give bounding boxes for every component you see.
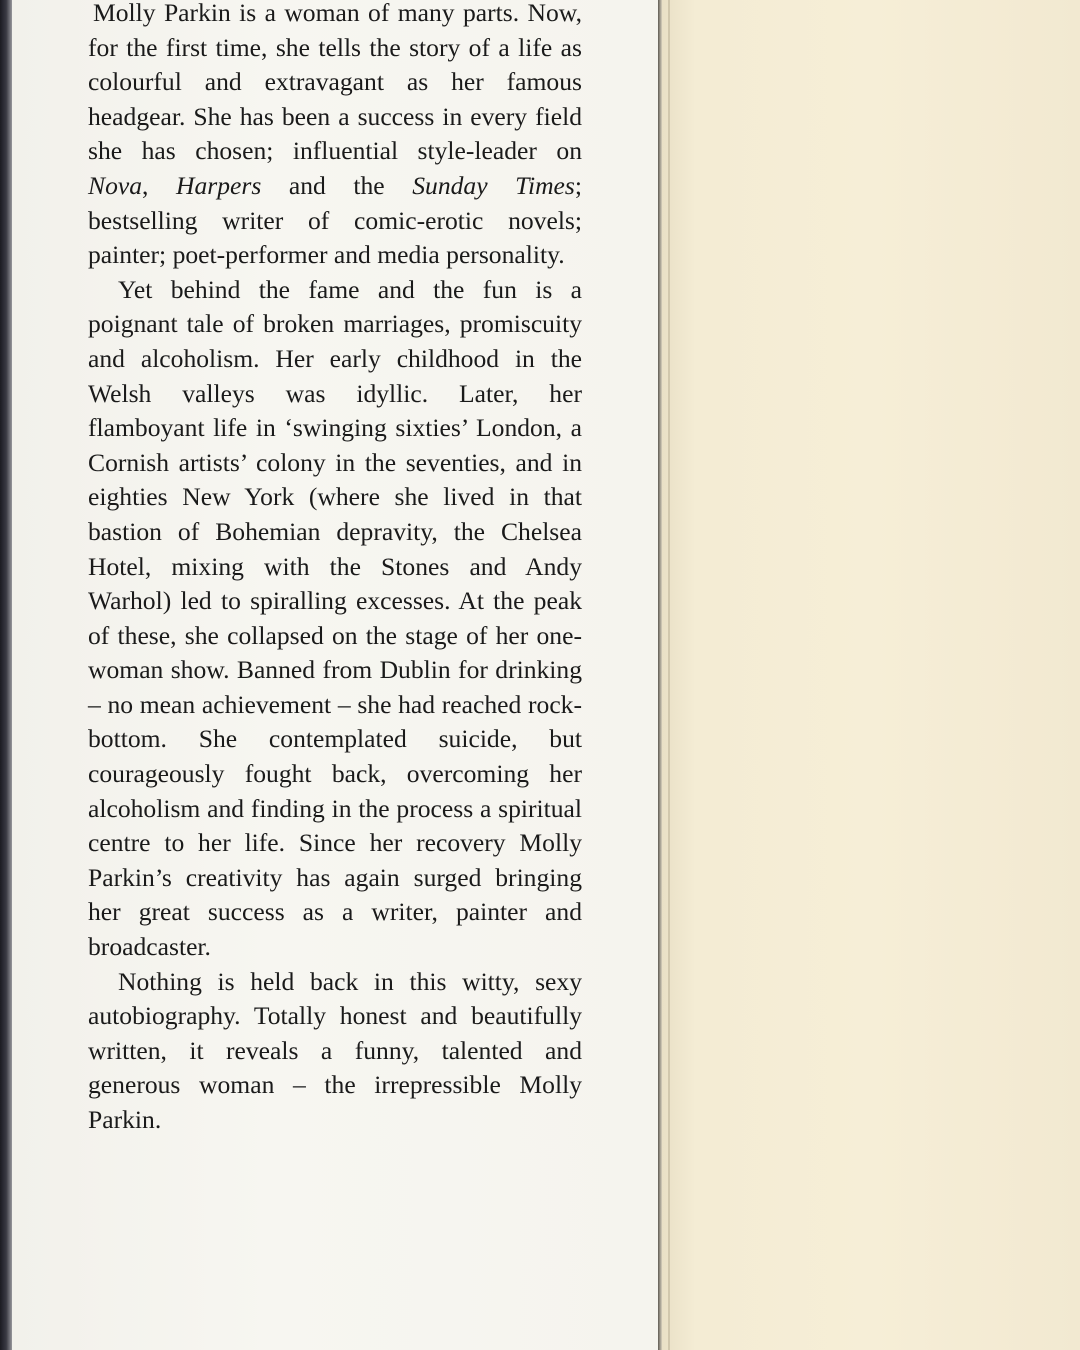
flap-blurb [88,0,582,1138]
endpaper-crease [668,0,670,1350]
magazine-title-nova: Nova [88,170,143,200]
blurb-text: and the [261,170,413,200]
magazine-title-harpers: Harpers [176,170,262,200]
blurb-paragraph-3: Nothing is held back in this witty, sexy autobiography. Totally honest and beautifully written, it reveals a funny, talented and generous woman – the irrepressible Molly Parkin. [88,966,582,1134]
book-endpaper [662,0,1080,1350]
blurb-paragraph-1 [88,0,582,273]
blurb-paragraph-2: Yet behind the fame and the fun is a poignant tale of broken marriages, promiscuity and alcoholism. Her early childhood in the Welsh valleys was idyllic. Later, her flamboyant life in ‘swinging sixties’ London, a Cornish artists’ colony in the seventies, and in eighties New York (where she lived in that bastion of Bohemian depravity, the Chelsea Hotel, mixing with the Stones and Andy Warhol) led to spiralling excesses. At the peak of these, she collapsed on the stage of her one-woman show. Banned from Dublin for drinking – no mean achievement – she had reached rock-bottom. She contemplated suicide, but courageously fought back, overcoming her alcoholism and finding in the process a spiritual centre to her life. Since her recovery Molly Parkin’s creativity has again surged bringing her great success as a writer, painter and broadcaster. [88,274,582,962]
blurb-text: , [142,170,176,200]
blurb-text: Molly Parkin is a woman of many parts. Now, for the first time, she tells the story of a life as colourful and extravagant as her famous headgear. She has been a success in every field she has chosen; influential style-leader on [88,0,582,166]
newspaper-title-sunday-times: Sunday Times [412,170,575,200]
blurb-text: ; bestselling writer of comic-erotic novels; painter; poet-performer and media personality. [88,170,582,270]
